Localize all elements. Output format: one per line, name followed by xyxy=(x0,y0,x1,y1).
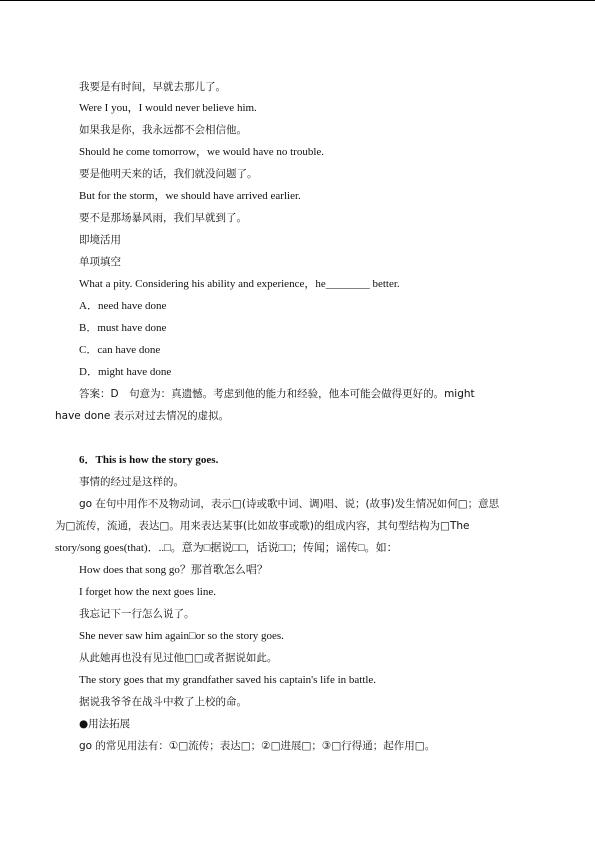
example-translation: 要是他明天来的话，我们就没问题了。 xyxy=(79,168,258,180)
exercise-type: 单项填空 xyxy=(79,256,121,268)
section-heading: 即境活用 xyxy=(79,234,121,246)
example-sentence: But for the storm，we should have arrived earlier. xyxy=(79,190,301,202)
example-sentence: She never saw him again□or so the story goes. xyxy=(79,630,284,642)
explanation-paragraph: story/song goes(that)．..□。意为□据说□□，话说□□；传闻；谣传□。如： xyxy=(55,542,398,554)
example-translation: 如果我是你，我永远都不会相信他。 xyxy=(79,124,247,136)
example-sentence: I forget how the next goes line. xyxy=(79,586,216,598)
example-sentence: Were I you，I would never believe him. xyxy=(79,102,257,114)
example-translation: 从此她再也没有见过他□□或者据说如此。 xyxy=(79,652,278,664)
item-heading: 6．This is how the story goes. xyxy=(79,454,219,466)
option-b: B．must have done xyxy=(79,322,167,334)
example-translation: 要不是那场暴风雨，我们早就到了。 xyxy=(79,212,247,224)
item-translation: 事情的经过是这样的。 xyxy=(79,476,184,488)
explanation-paragraph: 为□流传，流通，表达□。用来表达某事(比如故事或歌)的组成内容，其句型结构为□The xyxy=(55,520,470,532)
usage-extension-heading: ●用法拓展 xyxy=(79,718,131,730)
example-sentence: The story goes that my grandfather saved his captain's life in battle. xyxy=(79,674,377,686)
example-sentence: Should he come tomorrow，we would have no trouble. xyxy=(79,146,325,158)
answer-explanation: 答案：D 句意为：真遗憾。考虑到他的能力和经验，他本可能会做得更好的。might xyxy=(79,388,475,400)
explanation-paragraph: go 在句中用作不及物动词，表示□(诗或歌中词、调)唱、说；(故事)发生情况如何□；意思 xyxy=(79,498,500,510)
example-translation: 我要是有时间，早就去那儿了。 xyxy=(79,81,226,93)
option-c: C．can have done xyxy=(79,344,161,356)
example-translation: 据说我爷爷在战斗中救了上校的命。 xyxy=(79,696,247,708)
question-text: What a pity. Considering his ability and experience，he________ better. xyxy=(79,278,400,290)
option-a: A．need have done xyxy=(79,300,167,312)
usage-list: go 的常见用法有：①□流传；表达□；②□进展□；③□行得通；起作用□。 xyxy=(79,740,436,752)
example-translation: 我忘记下一行怎么说了。 xyxy=(79,608,195,620)
example-sentence: How does that song go？那首歌怎么唱？ xyxy=(79,564,268,576)
answer-explanation-cont: have done 表示对过去情况的虚拟。 xyxy=(55,410,230,422)
option-d: D．might have done xyxy=(79,366,172,378)
